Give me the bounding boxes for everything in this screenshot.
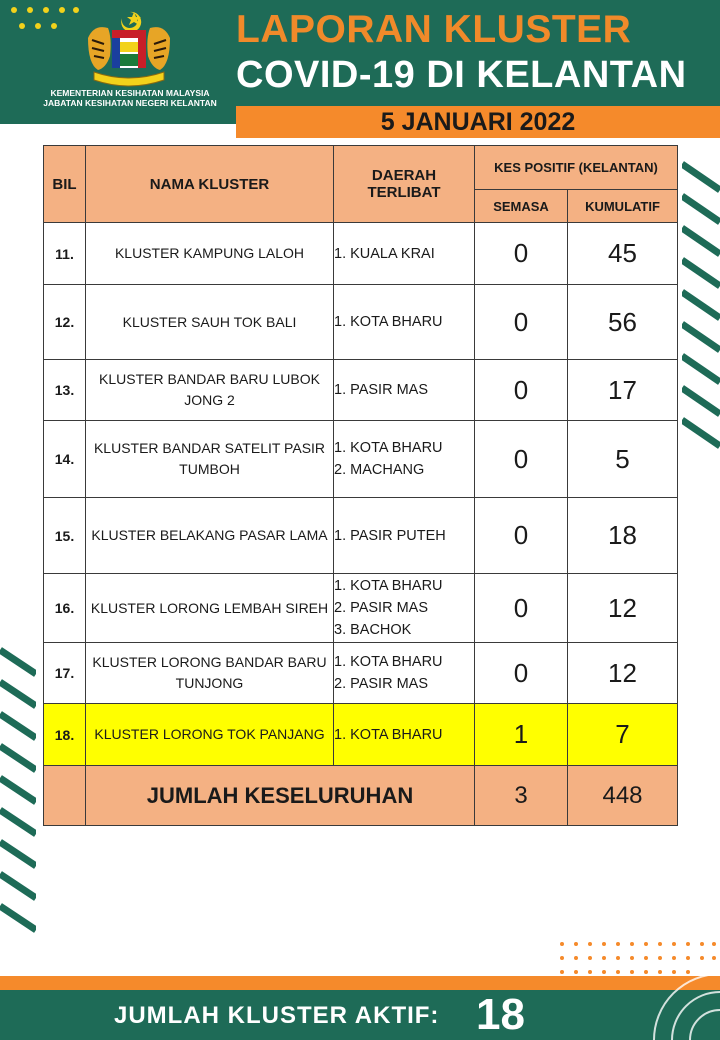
report-subtitle: COVID-19 DI KELANTAN xyxy=(236,54,687,96)
row-nama: KLUSTER SAUH TOK BALI xyxy=(86,285,334,360)
row-daerah xyxy=(334,360,475,421)
row-bil: 17. xyxy=(44,643,86,704)
row-kumulatif: 45 xyxy=(568,223,678,285)
daerah-item: 1. KUALA KRAI xyxy=(334,245,435,262)
total-kumulatif: 448 xyxy=(568,766,678,826)
daerah-item: 3. BACHOK xyxy=(334,622,412,638)
row-nama: KLUSTER KAMPUNG LALOH xyxy=(86,223,334,285)
header-semasa: SEMASA xyxy=(475,190,568,223)
row-semasa: 0 xyxy=(475,285,568,360)
row-semasa: 0 xyxy=(475,223,568,285)
daerah-item: 1. KOTA BHARU xyxy=(334,314,443,330)
header-bil: BIL xyxy=(44,146,86,223)
header-daerah-line2: TERLIBAT xyxy=(367,184,441,201)
report-title: LAPORAN KLUSTER xyxy=(236,8,632,51)
footer-accent-bar xyxy=(0,976,720,990)
row-kumulatif: 7 xyxy=(568,704,678,766)
department-name: JABATAN KESIHATAN NEGERI KELANTAN xyxy=(43,98,217,108)
total-row xyxy=(44,766,678,826)
malaysia-coat-of-arms-icon xyxy=(74,8,184,88)
row-nama: KLUSTER BELAKANG PASAR LAMA xyxy=(86,498,334,574)
row-kumulatif: 12 xyxy=(568,643,678,704)
row-nama: KLUSTER BANDAR SATELIT PASIR TUMBOH xyxy=(86,421,334,498)
header-logo-area xyxy=(0,0,236,124)
daerah-item: 1. PASIR MAS xyxy=(334,382,429,398)
total-label: JUMLAH KESELURUHAN xyxy=(86,766,475,826)
row-bil: 18. xyxy=(44,704,86,766)
header-nama-kluster: NAMA KLUSTER xyxy=(86,146,334,223)
row-daerah xyxy=(334,704,475,766)
ministry-name: KEMENTERIAN KESIHATAN MALAYSIA xyxy=(50,88,210,98)
row-semasa: 0 xyxy=(475,421,568,498)
daerah-item: 2. PASIR MAS xyxy=(334,600,429,616)
decorative-stripes-icon xyxy=(0,640,36,950)
table-row xyxy=(44,421,678,498)
table-row xyxy=(44,498,678,574)
decorative-dots-icon xyxy=(10,6,80,36)
row-kumulatif: 5 xyxy=(568,421,678,498)
row-daerah xyxy=(334,498,475,574)
row-semasa: 0 xyxy=(475,574,568,643)
row-kumulatif: 18 xyxy=(568,498,678,574)
total-empty-cell xyxy=(44,766,86,826)
table-row xyxy=(44,574,678,643)
daerah-item: 1. KOTA BHARU xyxy=(334,440,443,456)
row-kumulatif: 56 xyxy=(568,285,678,360)
daerah-item: 1. KOTA BHARU xyxy=(334,726,443,743)
daerah-item: 2. MACHANG xyxy=(334,462,425,478)
row-semasa: 0 xyxy=(475,360,568,421)
header-daerah-line1: DAERAH xyxy=(371,167,437,184)
row-bil: 12. xyxy=(44,285,86,360)
row-kumulatif: 17 xyxy=(568,360,678,421)
row-daerah xyxy=(334,223,475,285)
row-bil: 15. xyxy=(44,498,86,574)
row-kumulatif: 12 xyxy=(568,574,678,643)
decorative-arcs-icon xyxy=(620,958,720,1040)
row-semasa: 0 xyxy=(475,498,568,574)
daerah-item: 1. KOTA BHARU xyxy=(334,654,443,670)
header-kes-positif: KES POSITIF (KELANTAN) xyxy=(475,146,678,190)
row-bil: 16. xyxy=(44,574,86,643)
header-daerah-terlibat xyxy=(334,146,475,223)
row-bil: 11. xyxy=(44,223,86,285)
row-semasa: 1 xyxy=(475,704,568,766)
table-row xyxy=(44,643,678,704)
row-nama: KLUSTER LORONG TOK PANJANG xyxy=(86,704,334,766)
cluster-table xyxy=(43,145,678,826)
active-cluster-count: 18 xyxy=(476,990,525,1039)
daerah-item: 2. PASIR MAS xyxy=(334,676,429,692)
table-row xyxy=(44,223,678,285)
daerah-item: 1. KOTA BHARU xyxy=(334,578,443,594)
row-nama: KLUSTER LORONG LEMBAH SIREH xyxy=(86,574,334,643)
row-daerah xyxy=(334,421,475,498)
table-row xyxy=(44,285,678,360)
row-nama: KLUSTER LORONG BANDAR BARU TUNJONG xyxy=(86,643,334,704)
table-row xyxy=(44,360,678,421)
row-daerah xyxy=(334,285,475,360)
row-daerah xyxy=(334,574,475,643)
decorative-stripes-icon xyxy=(682,150,720,450)
table-row-highlighted xyxy=(44,704,678,766)
row-daerah xyxy=(334,643,475,704)
active-cluster-label: JUMLAH KLUSTER AKTIF: xyxy=(114,1002,440,1029)
header-kumulatif: KUMULATIF xyxy=(568,190,678,223)
row-semasa: 0 xyxy=(475,643,568,704)
row-nama: KLUSTER BANDAR BARU LUBOK JONG 2 xyxy=(86,360,334,421)
total-semasa: 3 xyxy=(475,766,568,826)
daerah-item: 1. PASIR PUTEH xyxy=(334,527,446,544)
row-bil: 14. xyxy=(44,421,86,498)
report-date: 5 JANUARI 2022 xyxy=(236,106,720,138)
row-bil: 13. xyxy=(44,360,86,421)
